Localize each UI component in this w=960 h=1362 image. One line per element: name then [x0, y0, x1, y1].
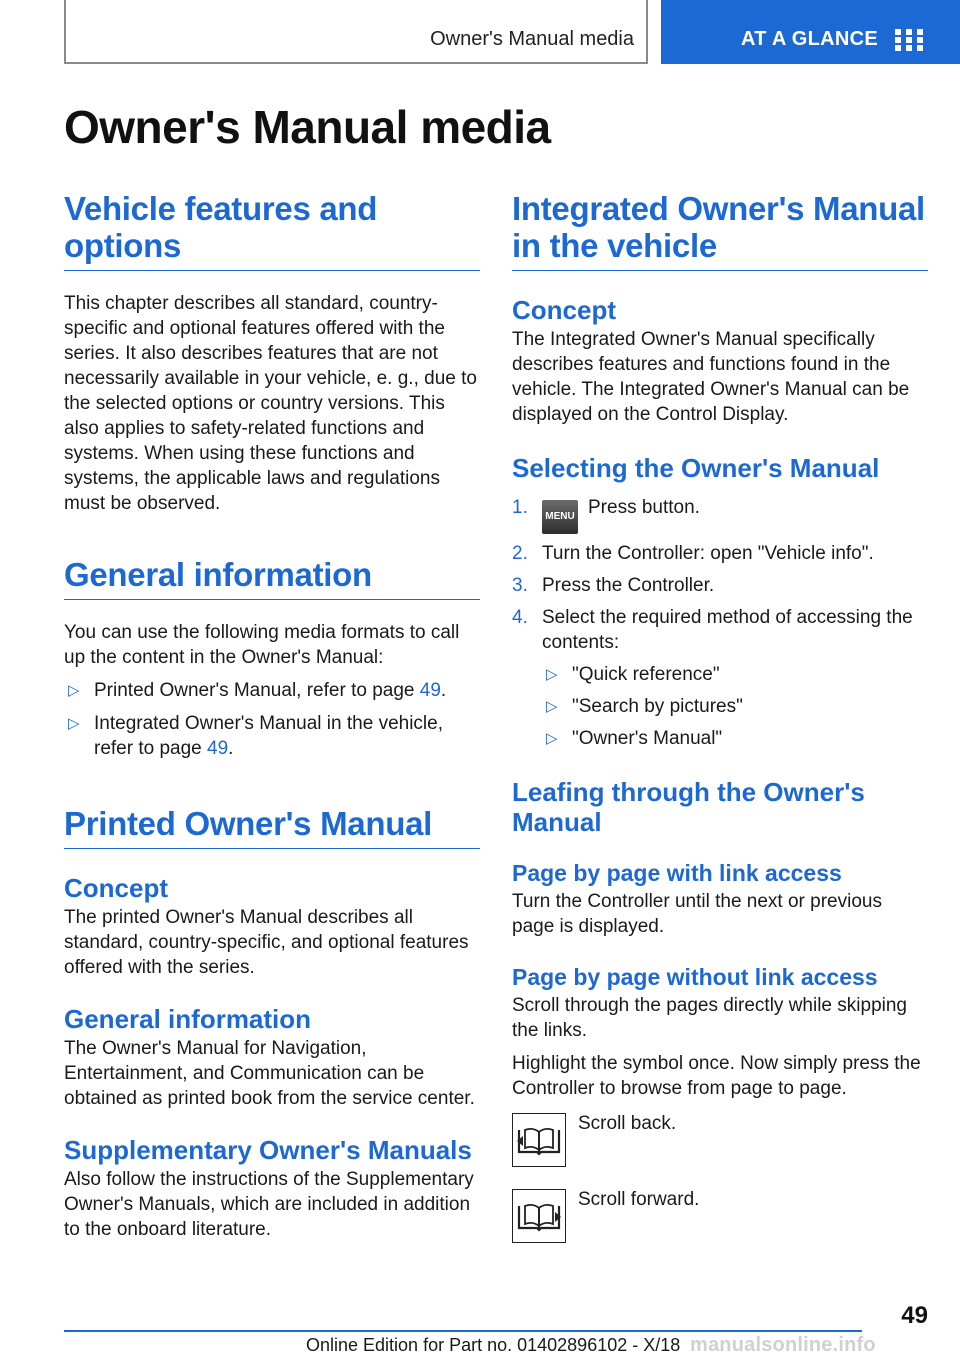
list-item-text: Integrated Owner's Manual in the vehicle, refer to page	[94, 713, 443, 759]
access-method-list	[542, 662, 928, 751]
page-title: Owner's Manual media	[64, 101, 551, 153]
header-chapter-tab[interactable]	[661, 0, 960, 64]
heading-vehicle-features: Vehicle features and options	[64, 190, 480, 271]
paragraph-concept: The Integrated Owner's Manual specifically describes features and functions found in the vehicle. The Integrated Owner's Manual can be displayed on the Control Display.	[512, 329, 910, 425]
scroll-forward-label: Scroll forward.	[578, 1189, 700, 1210]
step-item	[512, 605, 928, 751]
triangle-bullet-icon: ▷	[68, 715, 80, 732]
paragraph-concept: The printed Owner's Manual describes all standard, country-specific, and optional features offered with the series.	[64, 907, 469, 978]
step-text: Press button.	[588, 497, 700, 518]
step-item	[512, 541, 928, 566]
header-section-box	[64, 0, 648, 64]
right-column	[512, 190, 928, 1243]
grid-menu-icon[interactable]	[895, 29, 923, 51]
list-item-text: Printed Owner's Manual, refer to page	[94, 680, 420, 701]
option-text: "Owner's Manual"	[572, 728, 723, 749]
step-text: Press the Controller.	[542, 575, 715, 596]
scroll-forward-icon[interactable]	[512, 1189, 566, 1243]
page-link-49[interactable]: 49	[207, 738, 229, 759]
heading-without-link: Page by page without link access	[512, 964, 878, 990]
step-number: 2.	[512, 543, 528, 564]
heading-general-information: General information	[64, 556, 480, 600]
heading-selecting-manual: Selecting the Owner's Manual	[512, 453, 880, 483]
triangle-bullet-icon: ▷	[546, 730, 558, 747]
media-format-list	[64, 678, 480, 761]
paragraph-supplementary: Also follow the instructions of the Supplementary Owner's Manuals, which are included in addition to the onboard literature.	[64, 1169, 474, 1240]
step-number: 4.	[512, 607, 528, 628]
paragraph-without-link-2: Highlight the symbol once. Now simply press the Controller to browse from page to page.	[512, 1053, 921, 1099]
heading-supplementary: Supplementary Owner's Manuals	[64, 1135, 472, 1165]
scroll-forward-row	[512, 1189, 928, 1243]
step-text: Turn the Controller: open "Vehicle info".	[542, 543, 874, 564]
list-item	[64, 678, 480, 703]
option-text: "Search by pictures"	[572, 696, 743, 717]
paragraph-with-link: Turn the Controller until the next or previous page is displayed.	[512, 891, 882, 937]
triangle-bullet-icon: ▷	[546, 698, 558, 715]
heading-concept: Concept	[512, 295, 616, 325]
scroll-back-label: Scroll back.	[578, 1113, 677, 1134]
triangle-bullet-icon: ▷	[68, 682, 80, 699]
scroll-back-row	[512, 1113, 928, 1167]
paragraph-vehicle-features: This chapter describes all standard, country-specific and optional features offered with the series. It also describes features that are not necessarily available in your vehicle, e. g., due to the selected options or country versions. This also applies to safety-related functions and systems. When using these functions and systems, the applicable laws and regulations must be observed.	[64, 293, 477, 514]
header-chapter-title: AT A GLANCE	[741, 28, 878, 50]
step-text: Select the required method of accessing the contents:	[542, 607, 913, 653]
list-item	[64, 711, 480, 761]
list-item-end: .	[228, 738, 234, 759]
step-item	[512, 495, 928, 534]
option-text: "Quick reference"	[572, 664, 720, 685]
selection-steps	[512, 495, 928, 751]
list-item	[542, 726, 928, 751]
left-column	[64, 190, 480, 1242]
heading-leafing: Leafing through the Owner's Manual	[512, 777, 865, 837]
menu-button-icon[interactable]: MENU	[542, 500, 578, 534]
page-link-49[interactable]: 49	[419, 680, 441, 701]
footer-edition: Online Edition for Part no. 01402896102 - X/18	[306, 1335, 681, 1355]
watermark-logo: manualsonline.info	[690, 1334, 876, 1356]
page-number: 49	[901, 1302, 928, 1329]
paragraph-without-link-1: Scroll through the pages directly while skipping the links.	[512, 995, 907, 1041]
scroll-back-icon[interactable]	[512, 1113, 566, 1167]
heading-printed-manual: Printed Owner's Manual	[64, 805, 480, 849]
step-number: 1.	[512, 497, 528, 518]
heading-with-link: Page by page with link access	[512, 860, 842, 886]
step-number: 3.	[512, 575, 528, 596]
heading-concept: Concept	[64, 873, 168, 903]
heading-integrated-manual: Integrated Owner's Manual in the vehicle	[512, 190, 928, 271]
step-item	[512, 573, 928, 598]
paragraph-general-info: The Owner's Manual for Navigation, Entertainment, and Communication can be obtained as printed book from the service center.	[64, 1038, 475, 1109]
list-item-end: .	[440, 680, 447, 701]
footer-divider	[64, 1330, 862, 1332]
header-section-title: Owner's Manual media	[430, 28, 634, 50]
paragraph-general-information: You can use the following media formats to call up the content in the Owner's Manual:	[64, 622, 460, 668]
heading-general-info: General information	[64, 1004, 312, 1034]
list-item	[542, 662, 928, 687]
list-item	[542, 694, 928, 719]
triangle-bullet-icon: ▷	[546, 666, 558, 683]
